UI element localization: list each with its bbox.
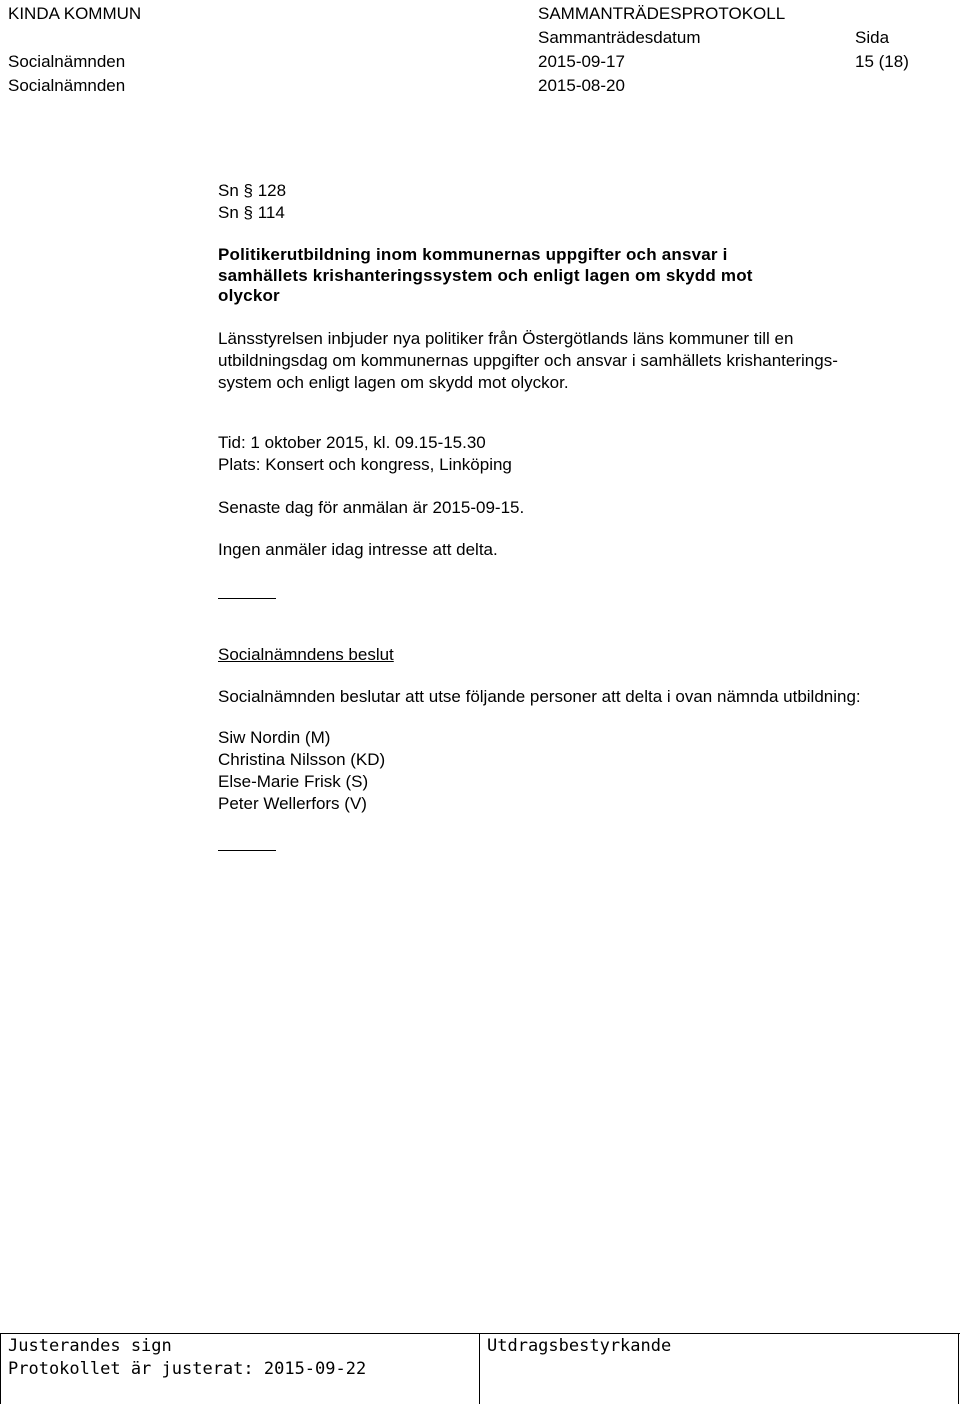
sign-label: Justerandes sign [8,1336,172,1356]
list-item: Siw Nordin (M) [218,728,331,747]
extract-certification-label: Utdragsbestyrkande [487,1336,672,1356]
section-reference: Sn § 128 [218,181,287,200]
adjusted-date: Protokollet är justerat: 2015-09-22 [8,1359,367,1379]
title-line: samhällets krishanteringssystem och enligt lagen om skydd mot [218,265,753,285]
section-reference-previous: Sn § 114 [218,203,285,222]
separator-line [218,850,276,851]
footer-right-border [958,1333,959,1404]
list-item: Else-Marie Frisk (S) [218,772,369,791]
intro-line: utbildningsdag om kommunernas uppgifter och ansvar i samhällets krishanterings- [218,351,838,370]
footer-divider [479,1333,480,1404]
registration-deadline: Senaste dag för anmälan är 2015-09-15. [218,498,525,517]
signature-footer [0,1333,960,1404]
event-time: Tid: 1 oktober 2015, kl. 09.15-15.30 [218,433,486,452]
event-place: Plats: Konsert och kongress, Linköping [218,455,512,474]
decision-heading: Socialnämndens beslut [218,645,394,664]
intro-line: Länsstyrelsen inbjuder nya politiker från Östergötlands läns kommuner till en [218,329,794,348]
committee-name: Socialnämnden [8,52,126,71]
document-type: SAMMANTRÄDESPROTOKOLL [538,4,786,23]
meeting-date-label: Sammanträdesdatum [538,28,701,47]
organization-name: KINDA KOMMUN [8,4,142,23]
person-list [218,727,385,815]
committee-name-previous: Socialnämnden [8,76,126,95]
section-title [218,245,753,307]
interest-statement: Ingen anmäler idag intresse att delta. [218,540,498,559]
meeting-date-previous: 2015-08-20 [538,76,625,95]
intro-paragraph [218,328,918,394]
list-item: Peter Wellerfors (V) [218,794,367,813]
footer-left-border [0,1333,1,1404]
meeting-date: 2015-09-17 [538,52,625,71]
intro-line: system och enligt lagen om skydd mot olyckor. [218,373,569,392]
title-line: olyckor [218,286,280,305]
decision-text: Socialnämnden beslutar att utse följande personer att delta i ovan nämnda utbildning: [218,687,861,706]
title-line: Politikerutbildning inom kommunernas uppgifter och ansvar i [218,245,728,264]
separator-line [218,598,276,599]
footer-top-border [0,1333,960,1334]
page-number: 15 (18) [855,52,909,71]
page-label: Sida [855,28,890,47]
list-item: Christina Nilsson (KD) [218,750,386,769]
